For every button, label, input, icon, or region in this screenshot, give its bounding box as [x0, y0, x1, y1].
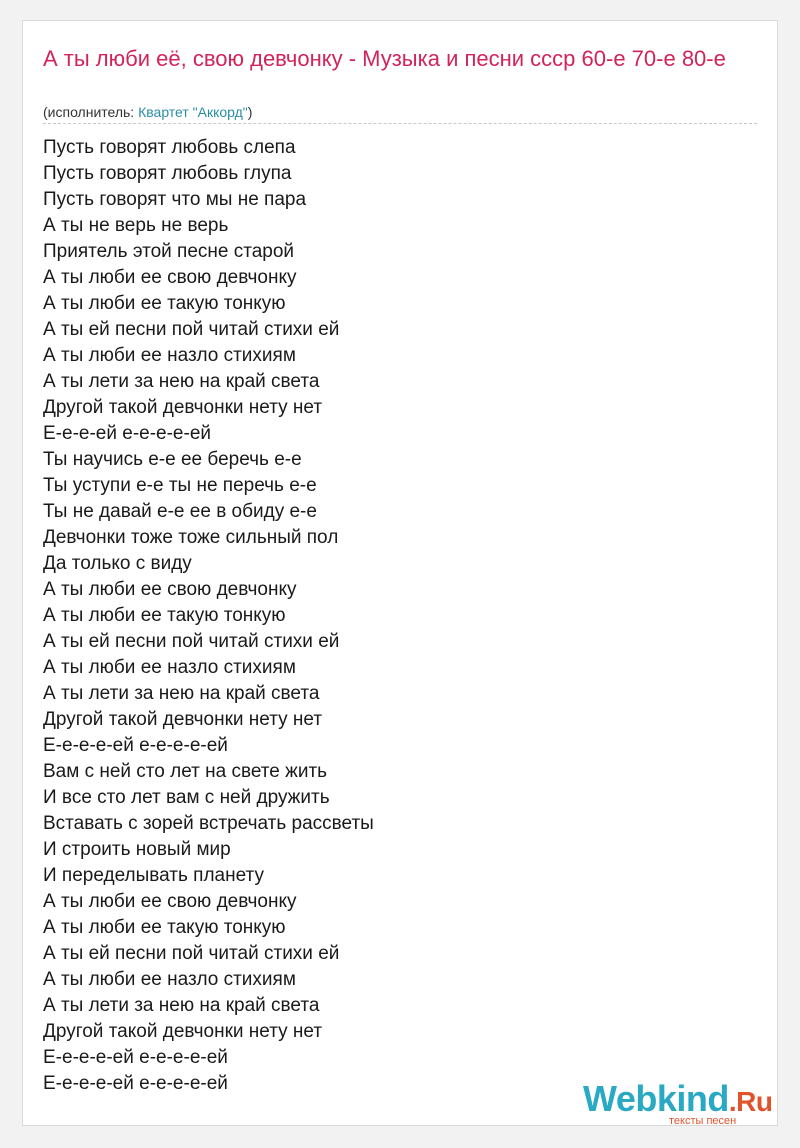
- lyric-line: Е-е-е-е-ей е-е-е-е-ей: [43, 735, 228, 756]
- lyric-line: Е-е-е-е-ей е-е-е-е-ей: [43, 1073, 228, 1094]
- song-title: А ты люби её, свою девчонку - Музыка и песни ссср 60-е 70-е 80-е: [43, 46, 726, 71]
- lyric-line: Пусть говорят что мы не пара: [43, 189, 307, 210]
- lyric-line: Другой такой девчонки нету нет: [43, 709, 323, 730]
- lyric-line: А ты люби ее назло стихиям: [43, 345, 296, 366]
- lyric-line: А ты лети за нею на край света: [43, 995, 320, 1016]
- lyrics-list: [43, 135, 374, 1097]
- lyric-line: А ты люби ее назло стихиям: [43, 657, 296, 678]
- lyric-line: Пусть говорят любовь слепа: [43, 137, 296, 158]
- lyrics-card: [22, 20, 778, 1126]
- header-divider: [43, 123, 757, 124]
- lyric-line: Вам с ней сто лет на свете жить: [43, 761, 328, 782]
- lyric-line: Другой такой девчонки нету нет: [43, 1021, 323, 1042]
- artist-suffix: ): [247, 104, 253, 120]
- lyric-line: И все сто лет вам с ней дружить: [43, 787, 330, 808]
- lyric-line: А ты люби ее назло стихиям: [43, 969, 296, 990]
- lyric-line: А ты люби ее свою девчонку: [43, 891, 297, 912]
- logo-brand: Webkind: [583, 1078, 729, 1119]
- lyric-line: Е-е-е-ей е-е-е-е-ей: [43, 423, 212, 444]
- lyric-line: Приятель этой песне старой: [43, 241, 295, 262]
- logo-tagline: тексты песен: [669, 1115, 737, 1127]
- lyric-line: Другой такой девчонки нету нет: [43, 397, 323, 418]
- lyric-line: А ты лети за нею на край света: [43, 371, 320, 392]
- lyric-line: А ты ей песни пой читай стихи ей: [43, 631, 340, 652]
- lyric-line: А ты люби ее такую тонкую: [43, 605, 286, 626]
- lyric-line: А ты лети за нею на край света: [43, 683, 320, 704]
- lyric-line: А ты не верь не верь: [43, 215, 229, 236]
- artist-link[interactable]: Квартет "Аккорд": [138, 104, 248, 120]
- logo-domain: .Ru: [728, 1086, 773, 1117]
- lyric-line: А ты люби ее свою девчонку: [43, 267, 297, 288]
- lyric-line: А ты ей песни пой читай стихи ей: [43, 943, 340, 964]
- lyric-line: А ты люби ее такую тонкую: [43, 917, 286, 938]
- lyric-line: Да только с виду: [43, 553, 192, 574]
- lyric-line: Е-е-е-е-ей е-е-е-е-ей: [43, 1047, 228, 1068]
- lyric-line: И переделывать планету: [43, 865, 264, 886]
- lyric-line: А ты ей песни пой читай стихи ей: [43, 319, 340, 340]
- lyric-line: Вставать с зорей встречать рассветы: [43, 813, 374, 834]
- lyric-line: Ты уступи е-е ты не перечь е-е: [43, 475, 317, 496]
- lyric-line: Ты научись е-е ее беречь е-е: [43, 449, 302, 470]
- site-logo: [583, 1079, 783, 1129]
- lyric-line: И строить новый мир: [43, 839, 231, 860]
- artist-line: [43, 104, 252, 120]
- lyric-line: А ты люби ее свою девчонку: [43, 579, 297, 600]
- artist-prefix: (исполнитель:: [43, 104, 139, 120]
- lyric-line: Пусть говорят любовь глупа: [43, 163, 292, 184]
- lyric-line: Ты не давай е-е ее в обиду е-е: [43, 501, 317, 522]
- lyric-line: Девчонки тоже тоже сильный пол: [43, 527, 339, 548]
- lyric-line: А ты люби ее такую тонкую: [43, 293, 286, 314]
